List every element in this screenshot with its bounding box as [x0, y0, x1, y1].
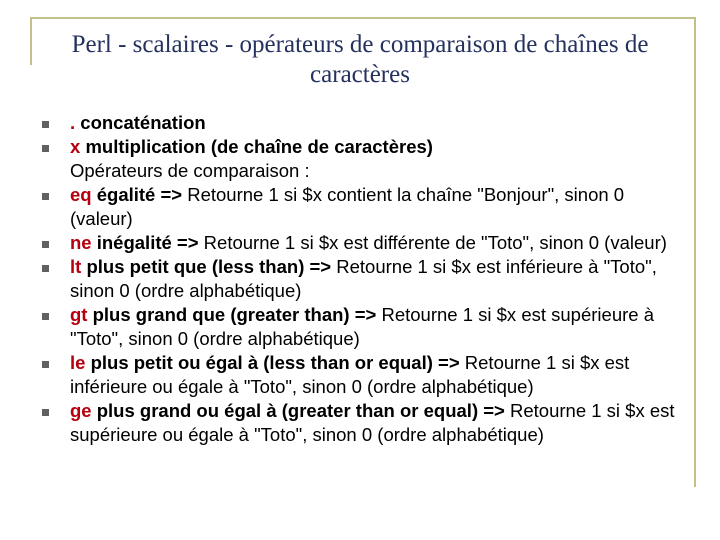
operator-description: plus grand ou égal à (greater than or equal) => [96, 400, 505, 421]
operator-keyword: ne [70, 232, 92, 253]
operator-description: inégalité => [96, 232, 199, 253]
list-item [40, 255, 680, 303]
operator-keyword: ge [70, 400, 92, 421]
list-item [40, 303, 680, 351]
square-bullet-icon [42, 313, 49, 320]
square-bullet-icon [42, 409, 49, 416]
operator-result: Retourne 1 si $x est différente de "Toto", sinon 0 (valeur) [203, 232, 667, 253]
operator-keyword: le [70, 352, 86, 373]
list-item [40, 111, 680, 135]
operator-keyword: gt [70, 304, 88, 325]
list-item [40, 351, 680, 399]
operator-description: concaténation [80, 112, 206, 133]
bullet-list [40, 111, 680, 447]
list-item [40, 135, 680, 159]
list-item [40, 399, 680, 447]
operator-result: Retourne 1 si $x est supérieure ou égale à "Toto", sinon 0 (ordre alphabétique) [70, 400, 675, 445]
operator-keyword: eq [70, 184, 92, 205]
square-bullet-icon [42, 361, 49, 368]
operator-result: Retourne 1 si $x contient la chaîne "Bonjour", sinon 0 (valeur) [70, 184, 625, 229]
list-item [40, 183, 680, 231]
slide-frame-top [30, 17, 696, 19]
list-item [40, 231, 680, 255]
square-bullet-icon [42, 145, 49, 152]
operator-result: Retourne 1 si $x est supérieure à "Toto", sinon 0 (ordre alphabétique) [70, 304, 654, 349]
operator-keyword: x [70, 136, 81, 157]
slide-frame-left [30, 17, 32, 65]
operator-keyword: lt [70, 256, 82, 277]
operator-result: Retourne 1 si $x est inférieure à "Toto", sinon 0 (ordre alphabétique) [70, 256, 657, 301]
operator-description: multiplication (de chaîne de caractères) [85, 136, 433, 157]
operator-result: Retourne 1 si $x est inférieure ou égale à "Toto", sinon 0 (ordre alphabétique) [70, 352, 630, 397]
list-item-plain [40, 159, 680, 183]
square-bullet-icon [42, 241, 49, 248]
section-label: Opérateurs de comparaison : [70, 160, 310, 181]
square-bullet-icon [42, 193, 49, 200]
slide-frame-right [694, 17, 696, 487]
square-bullet-icon [42, 121, 49, 128]
operator-description: plus petit que (less than) => [86, 256, 332, 277]
operator-description: égalité => [96, 184, 183, 205]
operator-description: plus petit ou égal à (less than or equal) => [90, 352, 460, 373]
operator-keyword: . [70, 112, 76, 133]
operator-description: plus grand que (greater than) => [92, 304, 377, 325]
slide-title: Perl - scalaires - opérateurs de comparaison de chaînes de caractères [71, 31, 649, 88]
square-bullet-icon [42, 265, 49, 272]
